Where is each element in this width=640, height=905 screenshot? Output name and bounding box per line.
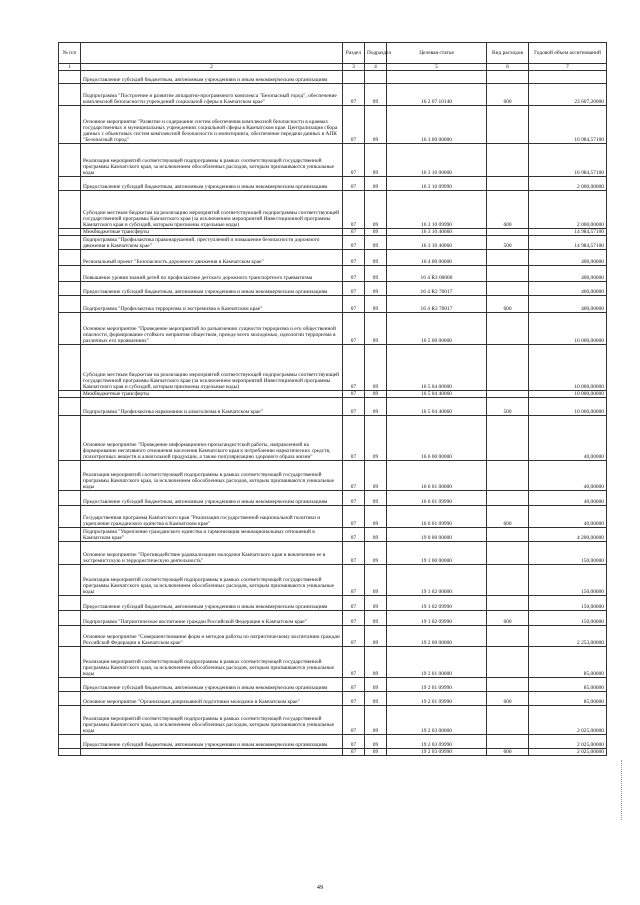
cell-expense-type	[487, 229, 529, 236]
cell-razdel: 07	[343, 542, 365, 565]
cell-no	[59, 626, 81, 647]
header-target-article: Целевая статья	[387, 43, 487, 64]
table-row	[59, 250, 607, 266]
table-body	[59, 71, 607, 756]
cell-no	[59, 71, 81, 84]
cell-name: Основное мероприятие "Проведение информационно-пропагандистской работы, направленной на формирование негативного отношения населения Камчатского края к потреблению наркотических средств, психотропных веществ и алкогольной продукции, а также популяризацию здорового образа жизни"	[81, 416, 343, 461]
cell-target-article: 16 5 04 00000	[387, 345, 487, 391]
cell-target-article: 19 1 02 00000	[387, 565, 487, 596]
cell-no	[59, 647, 81, 678]
cell-amount: 16 984,57100	[529, 106, 607, 144]
table-row	[59, 416, 607, 461]
cell-amount: 85,00000	[529, 678, 607, 692]
cell-target-article: 19 0 00 00000	[387, 528, 487, 542]
cell-podrazdel: 09	[365, 596, 387, 611]
cell-razdel: 07	[343, 692, 365, 706]
page-number: 49	[316, 884, 324, 891]
cell-target-article: 16 3 10 00000	[387, 144, 487, 177]
cell-amount: 400,00000	[529, 282, 607, 296]
cell-name: Реализация мероприятий соответствующей подпрограммы в рамках соответствующей государственной программы Камчатского края, за исключением обособленных расходов, которым присваиваются уникальные коды	[81, 461, 343, 491]
cell-expense-type	[487, 461, 529, 491]
cell-target-article: 16 6 01 00000	[387, 461, 487, 491]
cell-no	[59, 84, 81, 106]
cell-no	[59, 596, 81, 611]
cell-razdel: 07	[343, 647, 365, 678]
cell-amount: 10 000,00000	[529, 398, 607, 416]
cell-target-article: 19 1 00 00000	[387, 542, 487, 565]
cell-podrazdel: 09	[365, 416, 387, 461]
cell-razdel	[343, 71, 365, 84]
cell-podrazdel: 09	[365, 692, 387, 706]
cell-expense-type: 600	[487, 692, 529, 706]
cell-razdel: 07	[343, 506, 365, 528]
cell-podrazdel: 09	[365, 611, 387, 626]
cell-target-article: 16 4 00 00000	[387, 250, 487, 266]
cell-expense-type	[487, 144, 529, 177]
table-row	[59, 626, 607, 647]
cell-name: Предоставление субсидий бюджетным, автономным учреждениям и иным некоммерческим организациям	[81, 282, 343, 296]
cell-no	[59, 313, 81, 345]
cell-expense-type	[487, 596, 529, 611]
cell-no	[59, 144, 81, 177]
cell-name: Субсидии местным бюджетам на реализацию мероприятий соответствующей подпрограммы соответствующей государственной программы Камчатского края (за исключением мероприятий Инвестиционной программы Камчатского края и субсидий, которым присвоены отдельные коды)	[81, 345, 343, 391]
header-no: № п/п	[59, 43, 81, 64]
cell-amount: 150,00000	[529, 542, 607, 565]
cell-name: Межбюджетные трансферты	[81, 391, 343, 398]
cell-no	[59, 491, 81, 506]
cell-amount: 10 000,00000	[529, 391, 607, 398]
table-row	[59, 506, 607, 528]
header-name	[81, 43, 343, 64]
cell-podrazdel	[365, 71, 387, 84]
cell-razdel: 07	[343, 735, 365, 749]
cell-razdel: 07	[343, 236, 365, 250]
cell-razdel: 07	[343, 626, 365, 647]
cell-amount: 23 607,20000	[529, 84, 607, 106]
cell-razdel: 07	[343, 528, 365, 542]
cell-razdel: 07	[343, 229, 365, 236]
cell-podrazdel: 09	[365, 345, 387, 391]
cell-expense-type	[487, 528, 529, 542]
cell-amount: 2 025,00000	[529, 706, 607, 735]
cell-name: Подпрограмма "Патриотическое воспитание граждан Российской Федерации в Камчатском крае"	[81, 611, 343, 626]
cell-name: Подпрограмма "Профилактика терроризма и экстремизма в Камчатском крае"	[81, 296, 343, 313]
header-annual-amount: Годовой объем ассигнований	[529, 43, 607, 64]
cell-razdel: 07	[343, 282, 365, 296]
column-number: 2	[81, 64, 343, 71]
cell-razdel: 07	[343, 191, 365, 229]
cell-expense-type: 600	[487, 191, 529, 229]
cell-razdel: 07	[343, 266, 365, 282]
cell-expense-type	[487, 282, 529, 296]
cell-target-article: 16 6 01 09990	[387, 491, 487, 506]
cell-name: Основное мероприятие "Проведение мероприятий по разъяснению сущности терроризма и его общественной опасности, формирование стойкого неприятия обществом, прежде всего молодежью, идеологии терроризма в различных его проявлениях"	[81, 313, 343, 345]
cell-amount: 150,00000	[529, 565, 607, 596]
cell-amount: 150,00000	[529, 596, 607, 611]
cell-name: Подпрограмма "Профилактика правонарушений, преступлений и повышение безопасности дорожного движения в Камчатском крае"	[81, 236, 343, 250]
cell-no	[59, 692, 81, 706]
cell-razdel: 07	[343, 565, 365, 596]
cell-name: Реализация мероприятий соответствующей подпрограммы в рамках соответствующей государственной программы Камчатского края, за исключением обособленных расходов, которым присваиваются уникальные коды	[81, 706, 343, 735]
cell-expense-type	[487, 542, 529, 565]
cell-expense-type	[487, 735, 529, 749]
cell-podrazdel: 09	[365, 236, 387, 250]
cell-podrazdel: 09	[365, 177, 387, 191]
cell-no	[59, 106, 81, 144]
cell-amount: 2 025,00000	[529, 735, 607, 749]
cell-razdel: 07	[343, 250, 365, 266]
cell-name: Государственная программа Камчатского края "Реализация государственной национальной политики и укрепление гражданского единства в Камчатском крае"	[81, 506, 343, 528]
cell-amount: 4 200,00000	[529, 528, 607, 542]
cell-target-article: 16 6 01 09990	[387, 506, 487, 528]
cell-razdel: 07	[343, 461, 365, 491]
cell-name: Повышение уровня знаний детей по профилактике детского дорожного транспортного травматизма	[81, 266, 343, 282]
table-header-row	[59, 43, 607, 64]
cell-no	[59, 506, 81, 528]
table-row	[59, 177, 607, 191]
cell-amount: 10 000,00000	[529, 313, 607, 345]
cell-name: Реализация мероприятий соответствующей подпрограммы в рамках соответствующей государственной программы Камчатского края, за исключением обособленных расходов, которым присваиваются уникальные коды	[81, 144, 343, 177]
cell-target-article: 16 3 10 40060	[387, 236, 487, 250]
cell-expense-type: 600	[487, 506, 529, 528]
cell-name: Реализация мероприятий соответствующей подпрограммы в рамках соответствующей государственной программы Камчатского края, за исключением обособленных расходов, которым присваиваются уникальные коды	[81, 647, 343, 678]
cell-name: Предоставление субсидий бюджетным, автономным учреждениям и иным некоммерческим организациям	[81, 735, 343, 749]
cell-target-article: 19 1 02 09990	[387, 596, 487, 611]
cell-podrazdel: 09	[365, 250, 387, 266]
cell-expense-type	[487, 678, 529, 692]
cell-razdel: 07	[343, 106, 365, 144]
cell-amount	[529, 71, 607, 84]
column-number: 7	[529, 64, 607, 71]
cell-razdel: 07	[343, 416, 365, 461]
cell-no	[59, 229, 81, 236]
cell-no	[59, 236, 81, 250]
cell-expense-type: 600	[487, 611, 529, 626]
table-row	[59, 491, 607, 506]
cell-amount: 400,00000	[529, 296, 607, 313]
cell-razdel: 07	[343, 398, 365, 416]
cell-target-article: 16 3 10 09990	[387, 191, 487, 229]
cell-razdel: 07	[343, 749, 365, 756]
cell-name: Предоставление субсидий бюджетным, автономным учреждениям и иным некоммерческим организациям	[81, 678, 343, 692]
cell-amount: 10 000,00000	[529, 345, 607, 391]
cell-expense-type: 600	[487, 84, 529, 106]
cell-target-article: 16 5 04 40060	[387, 391, 487, 398]
table-row	[59, 391, 607, 398]
cell-target-article: 16 2 07 10140	[387, 84, 487, 106]
cell-name: Предоставление субсидий бюджетным, автономным учреждениям и иным некоммерческим организациям	[81, 596, 343, 611]
table-row	[59, 313, 607, 345]
cell-no	[59, 391, 81, 398]
cell-target-article: 16 4 R3 00000	[387, 266, 487, 282]
cell-target-article: 19 2 03 09990	[387, 735, 487, 749]
cell-name: Предоставление субсидий бюджетным, автономным учреждениям и иным некоммерческим организациям	[81, 177, 343, 191]
table-row	[59, 647, 607, 678]
cell-razdel: 07	[343, 84, 365, 106]
table-row	[59, 565, 607, 596]
cell-no	[59, 191, 81, 229]
cell-amount: 2 000,00000	[529, 191, 607, 229]
cell-expense-type	[487, 391, 529, 398]
cell-amount: 16 984,57100	[529, 144, 607, 177]
cell-amount: 40,00000	[529, 491, 607, 506]
cell-expense-type	[487, 250, 529, 266]
cell-expense-type	[487, 491, 529, 506]
margin-divider	[621, 760, 623, 820]
cell-razdel: 07	[343, 611, 365, 626]
cell-no	[59, 565, 81, 596]
cell-podrazdel: 09	[365, 398, 387, 416]
table-row	[59, 282, 607, 296]
cell-razdel: 07	[343, 706, 365, 735]
cell-podrazdel: 09	[365, 735, 387, 749]
cell-name: Предоставление субсидий бюджетным, автономным учреждениям и иным некоммерческим организациям	[81, 491, 343, 506]
cell-target-article: 16 5 04 40060	[387, 398, 487, 416]
cell-no	[59, 177, 81, 191]
cell-target-article: 19 2 03 09990	[387, 749, 487, 756]
cell-name: Основное мероприятие "Совершенствование форм и методов работы по патриотическому воспитанию граждан Российской Федерации в Камчатском крае"	[81, 626, 343, 647]
table-row	[59, 191, 607, 229]
table-row	[59, 345, 607, 391]
cell-target-article: 19 2 01 09990	[387, 692, 487, 706]
cell-target-article: 19 1 02 09990	[387, 611, 487, 626]
cell-razdel: 07	[343, 177, 365, 191]
table-row	[59, 144, 607, 177]
cell-target-article: 16 6 00 00000	[387, 416, 487, 461]
table-row	[59, 84, 607, 106]
cell-expense-type	[487, 345, 529, 391]
cell-expense-type	[487, 313, 529, 345]
cell-amount: 40,00000	[529, 461, 607, 491]
table-row	[59, 71, 607, 84]
cell-razdel: 07	[343, 678, 365, 692]
cell-razdel: 07	[343, 345, 365, 391]
cell-expense-type	[487, 565, 529, 596]
table-row	[59, 106, 607, 144]
column-number-row	[59, 64, 607, 71]
table-row	[59, 229, 607, 236]
cell-target-article: 16 3 10 09990	[387, 177, 487, 191]
cell-name: Реализация мероприятий соответствующей подпрограммы в рамках соответствующей государственной программы Камчатского края, за исключением обособленных расходов, которым присваиваются уникальные коды	[81, 565, 343, 596]
cell-no	[59, 345, 81, 391]
cell-amount: 40,00000	[529, 416, 607, 461]
cell-amount: 2 000,00000	[529, 177, 607, 191]
cell-amount: 14 984,57100	[529, 236, 607, 250]
cell-expense-type	[487, 416, 529, 461]
cell-no	[59, 266, 81, 282]
cell-podrazdel: 09	[365, 144, 387, 177]
cell-no	[59, 296, 81, 313]
cell-razdel: 07	[343, 391, 365, 398]
cell-podrazdel: 09	[365, 296, 387, 313]
cell-no	[59, 282, 81, 296]
cell-podrazdel: 09	[365, 506, 387, 528]
header-podrazdel: Подраздел	[365, 43, 387, 64]
column-number: 1	[59, 64, 81, 71]
table-row	[59, 735, 607, 749]
cell-expense-type: 600	[487, 749, 529, 756]
cell-no	[59, 461, 81, 491]
table-row	[59, 528, 607, 542]
cell-podrazdel: 09	[365, 565, 387, 596]
cell-expense-type	[487, 71, 529, 84]
cell-expense-type	[487, 706, 529, 735]
cell-no	[59, 542, 81, 565]
cell-expense-type: 500	[487, 236, 529, 250]
cell-target-article: 16 4 R3 70017	[387, 296, 487, 313]
cell-podrazdel: 09	[365, 461, 387, 491]
table-row	[59, 461, 607, 491]
cell-target-article	[387, 71, 487, 84]
cell-razdel: 07	[343, 313, 365, 345]
table-row	[59, 398, 607, 416]
cell-name: Субсидии местным бюджетам на реализацию мероприятий соответствующей подпрограммы соответствующей государственной программы Камчатского края (за исключением мероприятий Инвестиционной программы Камчатского края и субсидий, которым присвоены отдельные коды)	[81, 191, 343, 229]
cell-amount: 14 984,57100	[529, 229, 607, 236]
cell-amount: 2 253,00000	[529, 626, 607, 647]
cell-target-article: 16 3 00 00000	[387, 106, 487, 144]
table-row	[59, 678, 607, 692]
cell-podrazdel: 09	[365, 191, 387, 229]
cell-podrazdel: 09	[365, 528, 387, 542]
cell-no	[59, 706, 81, 735]
cell-no	[59, 611, 81, 626]
cell-amount: 150,00000	[529, 611, 607, 626]
cell-target-article: 19 2 01 09990	[387, 678, 487, 692]
table-row	[59, 749, 607, 756]
column-number: 5	[387, 64, 487, 71]
column-number: 3	[343, 64, 365, 71]
cell-name: Подпрограмма "Профилактика наркомании и алкоголизма в Камчатском крае"	[81, 398, 343, 416]
cell-no	[59, 678, 81, 692]
cell-name: Основное мероприятие "Противодействие радикализации молодежи Камчатского края и вовлечению ее в экстремистскую и террористическую деятельность"	[81, 542, 343, 565]
cell-podrazdel: 09	[365, 391, 387, 398]
cell-podrazdel: 09	[365, 266, 387, 282]
cell-podrazdel: 09	[365, 491, 387, 506]
cell-name: Подпрограмма "Укрепление гражданского единства и гармонизация межнациональных отношений в Камчатском крае"	[81, 528, 343, 542]
cell-name	[81, 749, 343, 756]
cell-podrazdel: 09	[365, 706, 387, 735]
cell-podrazdel: 09	[365, 229, 387, 236]
header-expense-type: Вид расходов	[487, 43, 529, 64]
cell-podrazdel: 09	[365, 542, 387, 565]
cell-no	[59, 398, 81, 416]
cell-podrazdel: 09	[365, 106, 387, 144]
cell-name: Межбюджетные трансферты	[81, 229, 343, 236]
cell-no	[59, 416, 81, 461]
cell-name: Подпрограмма "Построение и развитие аппаратно-программного комплекса "Безопасный город", обеспечение комплексной безопасности учреждений социальной сферы в Камчатском крае"	[81, 84, 343, 106]
cell-target-article: 19 2 01 00000	[387, 647, 487, 678]
budget-table	[58, 42, 607, 756]
cell-amount: 85,00000	[529, 647, 607, 678]
cell-amount: 400,00000	[529, 250, 607, 266]
cell-expense-type	[487, 266, 529, 282]
table-row	[59, 692, 607, 706]
cell-razdel: 07	[343, 296, 365, 313]
table-row	[59, 706, 607, 735]
cell-name: Региональный проект "Безопасность дорожного движения в Камчатском крае"	[81, 250, 343, 266]
cell-podrazdel: 09	[365, 678, 387, 692]
cell-amount: 400,00000	[529, 266, 607, 282]
cell-razdel: 07	[343, 596, 365, 611]
cell-podrazdel: 09	[365, 313, 387, 345]
cell-podrazdel: 09	[365, 749, 387, 756]
cell-target-article: 19 2 00 00000	[387, 626, 487, 647]
table-row	[59, 296, 607, 313]
cell-amount: 40,00000	[529, 506, 607, 528]
cell-podrazdel: 09	[365, 84, 387, 106]
table-row	[59, 542, 607, 565]
table-row	[59, 266, 607, 282]
cell-no	[59, 749, 81, 756]
cell-expense-type	[487, 106, 529, 144]
cell-expense-type: 500	[487, 398, 529, 416]
cell-no	[59, 528, 81, 542]
cell-no	[59, 735, 81, 749]
cell-expense-type: 600	[487, 296, 529, 313]
cell-target-article: 19 2 03 00000	[387, 706, 487, 735]
cell-podrazdel: 09	[365, 626, 387, 647]
cell-target-article: 16 3 10 40060	[387, 229, 487, 236]
table-row	[59, 611, 607, 626]
cell-razdel: 07	[343, 491, 365, 506]
header-razdel: Раздел	[343, 43, 365, 64]
cell-expense-type	[487, 647, 529, 678]
cell-podrazdel: 09	[365, 647, 387, 678]
cell-podrazdel: 09	[365, 282, 387, 296]
cell-name: Основное мероприятие "Развитие и содержание систем обеспечения комплексной безопасности в краевых государственных и муниципальных учреждениях социальной сферы в Камчатском крае. Централизация сбора данных с объектовых систем комплексной безопасности и мониторинга, обеспечение передачи данных в АПК "Безопасный город"	[81, 106, 343, 144]
table-row	[59, 236, 607, 250]
cell-target-article: 16 4 R3 70017	[387, 282, 487, 296]
cell-name: Основное мероприятие "Организация допризывной подготовки молодежи в Камчатском крае"	[81, 692, 343, 706]
cell-amount: 2 025,00000	[529, 749, 607, 756]
table-row	[59, 596, 607, 611]
cell-amount: 85,00000	[529, 692, 607, 706]
cell-razdel: 07	[343, 144, 365, 177]
cell-expense-type	[487, 626, 529, 647]
column-number: 4	[365, 64, 387, 71]
cell-target-article: 16 5 00 00000	[387, 313, 487, 345]
cell-name: Предоставление субсидий бюджетным, автономным учреждениям и иным некоммерческим организациям	[81, 71, 343, 84]
cell-expense-type	[487, 177, 529, 191]
cell-no	[59, 250, 81, 266]
column-number: 6	[487, 64, 529, 71]
